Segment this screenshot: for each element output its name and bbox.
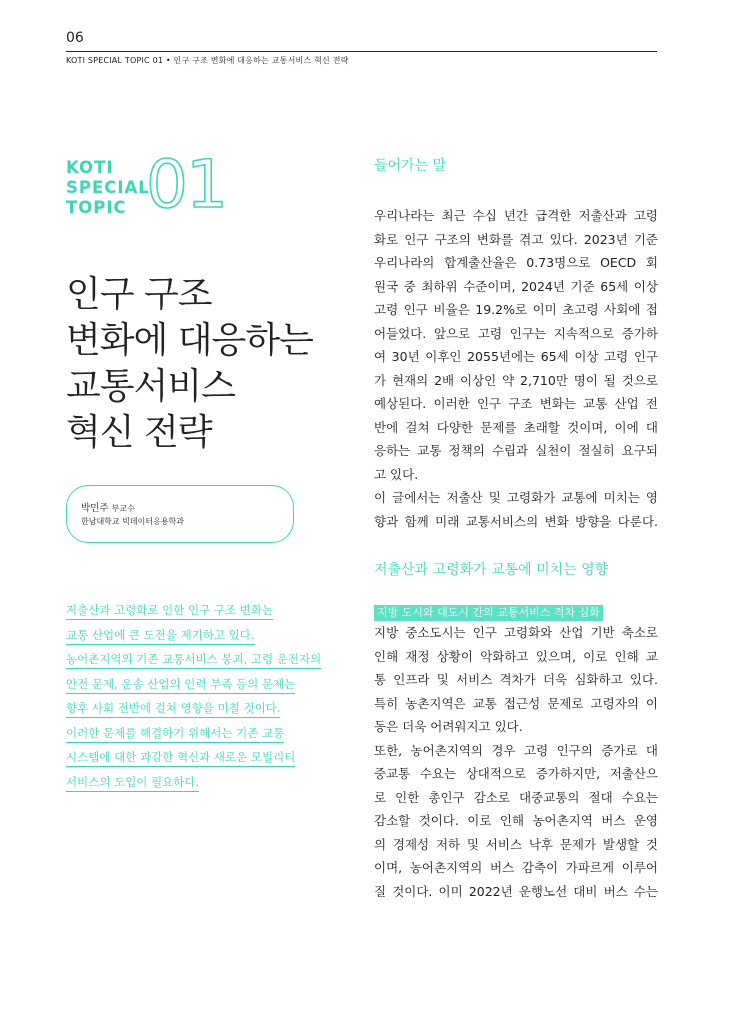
- text-line: 이며, 농어촌지역의 버스 감축이 가파르게 이루어: [374, 860, 658, 875]
- text-line: 지방 중소도시는 인구 고령화와 산업 기반 축소로: [374, 625, 658, 640]
- text-line: 이 글에서는 저출산 및 고령화가 교통에 미치는 영: [374, 490, 658, 505]
- subheading-highlight: 지방 도시와 대도시 간의 교통서비스 격차 심화: [374, 605, 603, 621]
- summary-line: 안전 문제, 운송 산업의 인력 부족 등의 문제는: [66, 677, 295, 694]
- topic-label-line: SPECIAL: [66, 178, 150, 197]
- text-line: 또한, 농어촌지역의 경우 고령 인구의 증가로 대: [374, 742, 658, 758]
- author-role: 부교수: [111, 504, 135, 513]
- text-line: 어들었다. 앞으로 고령 인구는 지속적으로 증가하: [374, 325, 658, 341]
- text-line: 인해 재정 상황이 악화하고 있으며, 이로 인해 교: [374, 648, 658, 664]
- article-title: [66, 272, 366, 456]
- impact-paragraph-1: [374, 621, 658, 739]
- text-line: 중교통 수요는 상대적으로 증가하지만, 저출산으: [374, 766, 658, 781]
- text-line: 원국 중 최하위 수준이며, 2024년 기준 65세 이상: [374, 278, 658, 294]
- topic-number: 01: [146, 146, 226, 223]
- title-line: 변화에 대응하는: [66, 320, 313, 361]
- topic-label-line: KOTI: [66, 158, 114, 177]
- summary-line: 시스템에 대한 과감한 혁신과 새로운 모빌리티: [66, 750, 295, 767]
- intro-paragraph-1: [374, 204, 658, 486]
- author-line: [81, 500, 135, 514]
- text-line: 반에 걸쳐 다양한 문제를 초래할 것이며, 이에 대: [374, 419, 658, 435]
- summary-line: 교통 산업에 큰 도전을 제기하고 있다.: [66, 628, 255, 645]
- title-line: 교통서비스: [66, 366, 235, 407]
- text-line: 질 것이다. 이미 2022년 운행노선 대비 버스 수는: [374, 883, 658, 899]
- body-column: [374, 155, 658, 903]
- author-affiliation: 한남대학교 빅데이터응용학과: [81, 517, 185, 526]
- summary-line: 서비스의 도입이 필요하다.: [66, 775, 199, 792]
- text-line: 동은 더욱 어려워지고 있다.: [374, 719, 523, 734]
- text-line: 의 경제성 저하 및 서비스 낙후 문제가 발생할 것: [374, 836, 658, 852]
- text-line: 고령 인구 비율은 19.2%로 이미 초고령 사회에 접: [374, 302, 658, 317]
- text-line: 고 있다.: [374, 466, 419, 482]
- text-line: 응하는 교통 정책의 수립과 실천이 절실히 요구되: [374, 443, 658, 458]
- section-heading-intro: 들어가는 말: [374, 158, 447, 174]
- author-name: 박민주: [81, 503, 109, 514]
- text-line: 우리나라는 최근 수십 년간 급격한 저출산과 고령: [374, 208, 658, 223]
- text-line: 통 인프라 및 서비스 격차가 더욱 심화하고 있다.: [374, 672, 658, 687]
- intro-paragraph-2: [374, 486, 658, 533]
- text-line: 여 30년 이후인 2055년에는 65세 이상 고령 인구: [374, 349, 658, 364]
- text-line: 향과 함께 미래 교통서비스의 변화 방향을 다룬다.: [374, 513, 658, 529]
- text-line: 화로 인구 구조의 변화를 겪고 있다. 2023년 기준: [374, 231, 658, 247]
- header-rule: [66, 51, 657, 52]
- summary-line: 농어촌지역의 기존 교통서비스 붕괴, 고령 운전자의: [66, 652, 321, 669]
- text-line: 가 현재의 2배 이상인 약 2,710만 명이 될 것으로: [374, 372, 658, 388]
- title-line: 혁신 전략: [66, 412, 212, 453]
- title-line: 인구 구조: [66, 274, 212, 315]
- page-number: 06: [66, 30, 84, 46]
- topic-label-line: TOPIC: [66, 198, 127, 217]
- text-line: 로 인한 총인구 감소로 대중교통의 절대 수요는: [374, 789, 658, 805]
- text-line: 우리나라의 합계출산율은 0.73명으로 OECD 회: [374, 255, 658, 270]
- author-box: [66, 485, 294, 543]
- text-line: 감소할 것이다. 이로 인해 농어촌지역 버스 운영: [374, 813, 658, 828]
- text-line: 예상된다. 이러한 인구 구조 변화는 교통 산업 전: [374, 396, 658, 411]
- summary-line: 저출산과 고령화로 인한 인구 구조 변화는: [66, 603, 273, 620]
- section-heading-impact: 저출산과 고령화가 교통에 미치는 영향: [374, 562, 609, 578]
- summary-block: [66, 598, 356, 794]
- running-head: KOTI SPECIAL TOPIC 01 • 인구 구조 변화에 대응하는 교통서비스 혁신 전략: [66, 56, 349, 65]
- text-line: 특히 농촌지역은 교통 접근성 문제로 고령자의 이: [374, 695, 658, 711]
- impact-paragraph-2: [374, 739, 658, 904]
- summary-line: 향후 사회 전반에 걸쳐 영향을 미칠 것이다.: [66, 701, 280, 718]
- topic-label: [66, 158, 156, 218]
- summary-line: 이러한 문제를 해결하기 위해서는 기존 교통: [66, 726, 284, 743]
